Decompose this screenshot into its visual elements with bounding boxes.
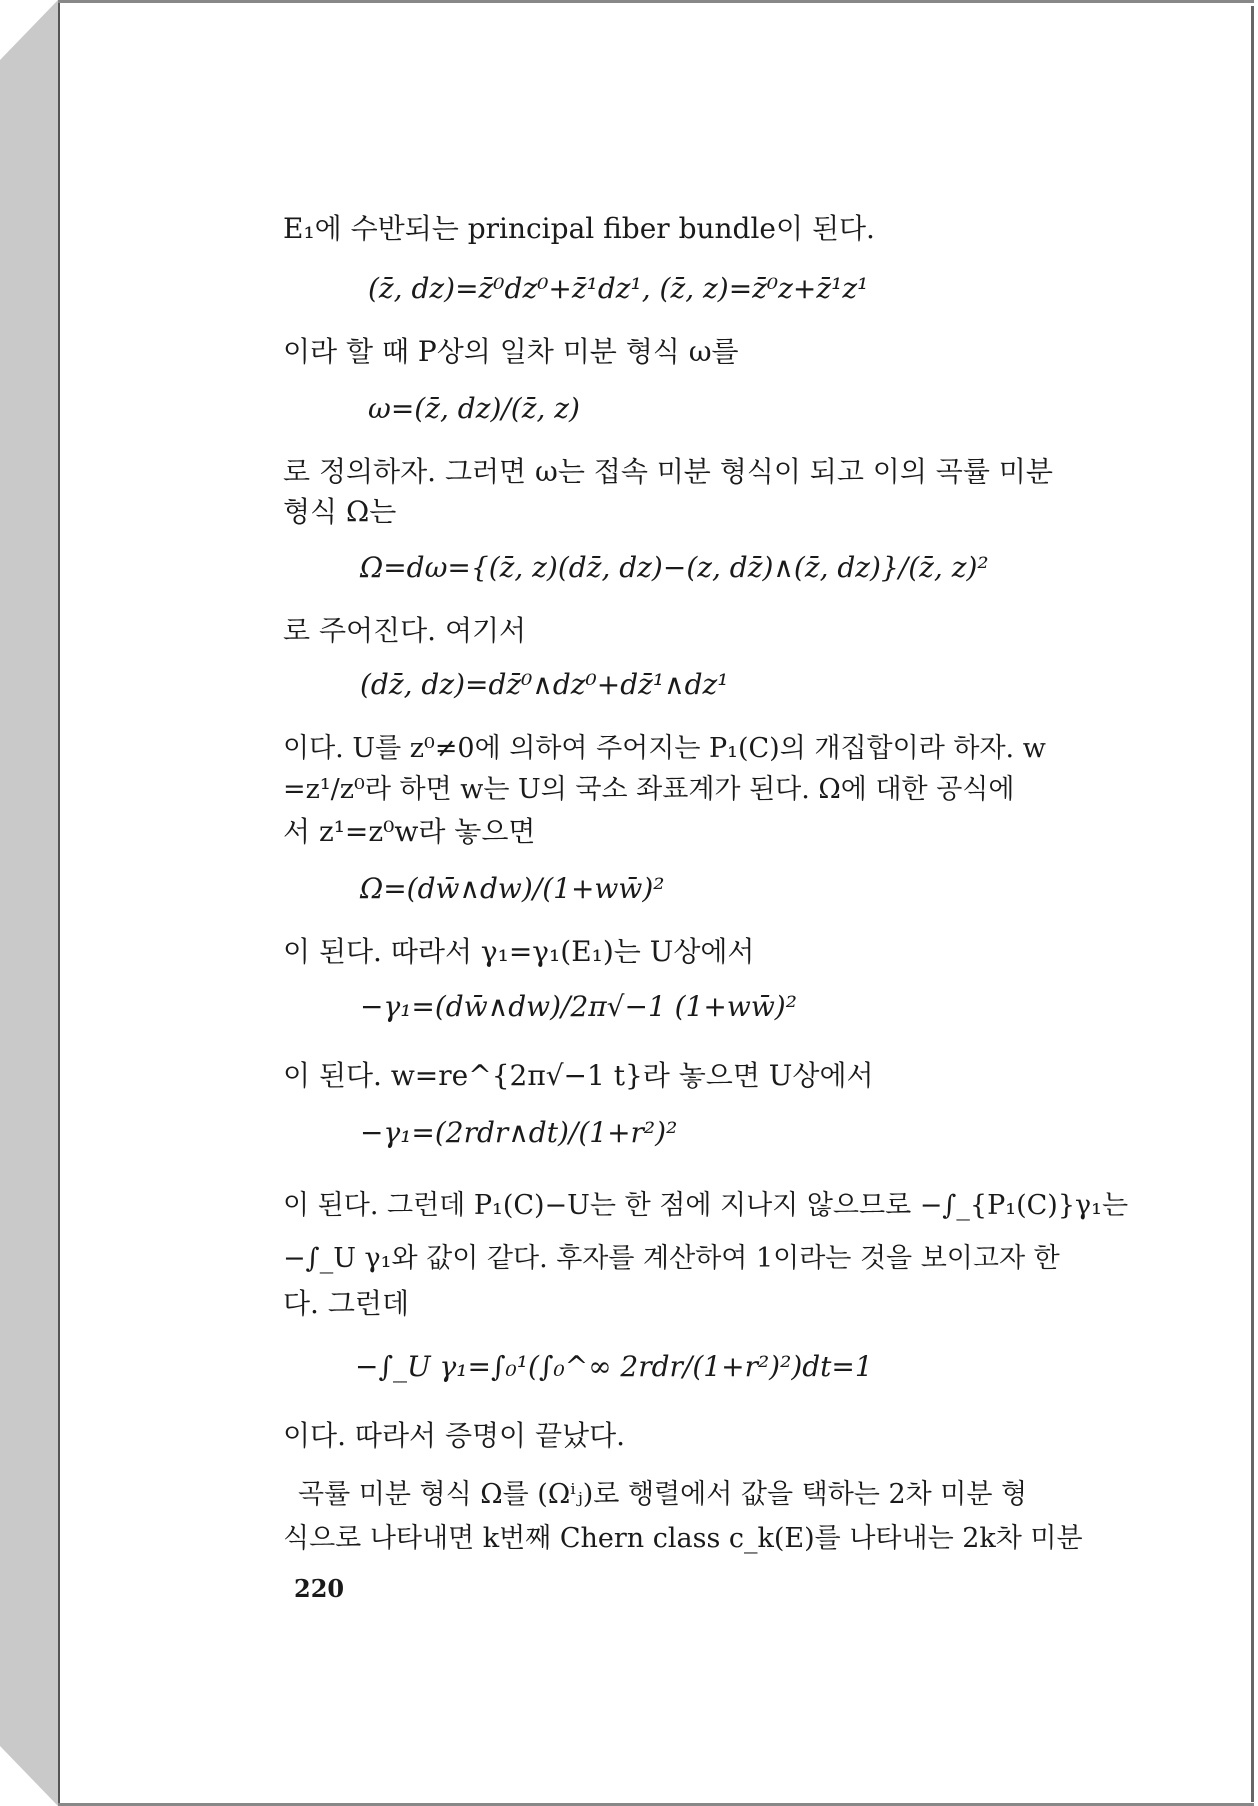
text-line-3: 로 정의하자. 그러면 ω는 접속 미분 형식이 되고 이의 곡률 미분 bbox=[283, 455, 1053, 488]
book-spine bbox=[0, 0, 58, 1806]
equation-6: −γ₁=(dw̄∧dw)/2π√−1 (1+ww̄)² bbox=[360, 990, 797, 1023]
equation-4: (dz̄, dz)=dz̄⁰∧dz⁰+dz̄¹∧dz¹ bbox=[360, 668, 729, 701]
equation-1: (z̄, dz)=z̄⁰dz⁰+z̄¹dz¹, (z̄, z)=z̄⁰z+z̄¹z¹ bbox=[368, 272, 869, 305]
equation-7: −γ₁=(2rdr∧dt)/(1+r²)² bbox=[360, 1116, 678, 1149]
spine-top-bevel bbox=[0, 0, 58, 60]
equation-8: −∫_U γ₁=∫₀¹(∫₀^∞ 2rdr/(1+r²)²)dt=1 bbox=[355, 1350, 873, 1383]
text-line-7: =z¹/z⁰라 하면 w는 U의 국소 좌표계가 된다. Ω에 대한 공식에 bbox=[283, 774, 1015, 805]
equation-5: Ω=(dw̄∧dw)/(1+ww̄)² bbox=[360, 872, 665, 905]
text-line-13: 다. 그런데 bbox=[283, 1287, 409, 1320]
text-line-12: −∫_U γ₁와 값이 같다. 후자를 계산하여 1이라는 것을 보이고자 한 bbox=[283, 1243, 1060, 1274]
text-line-10: 이 된다. w=re^{2π√−1 t}라 놓으면 U상에서 bbox=[283, 1059, 874, 1092]
equation-2: ω=(z̄, dz)/(z̄, z) bbox=[368, 392, 580, 425]
text-line-5: 로 주어진다. 여기서 bbox=[283, 614, 527, 647]
text-line-8: 서 z¹=z⁰w라 놓으면 bbox=[283, 815, 536, 848]
text-line-15: 곡률 미분 형식 Ω를 (Ωⁱⱼ)로 행렬에서 값을 택하는 2차 미분 형 bbox=[298, 1479, 1028, 1510]
text-line-4: 형식 Ω는 bbox=[283, 495, 397, 528]
page-number: 220 bbox=[294, 1574, 345, 1603]
text-line-11: 이 된다. 그런데 P₁(C)−U는 한 점에 지나지 않으므로 −∫_{P₁(C)}γ₁는 bbox=[283, 1190, 1129, 1221]
page-top-edge bbox=[58, 0, 1254, 3]
page-right-edge bbox=[1251, 6, 1254, 1802]
text-line-6: 이다. U를 z⁰≠0에 의하여 주어지는 P₁(C)의 개집합이라 하자. w bbox=[283, 733, 1046, 764]
text-line-2: 이라 할 때 P상의 일차 미분 형식 ω를 bbox=[283, 335, 739, 368]
page-left-edge bbox=[58, 0, 60, 1806]
equation-3: Ω=dω={(z̄, z)(dz̄, dz)−(z, dz̄)∧(z̄, dz)}/(z̄, z)² bbox=[360, 551, 989, 584]
text-line-14: 이다. 따라서 증명이 끝났다. bbox=[283, 1419, 626, 1452]
text-line-9: 이 된다. 따라서 γ₁=γ₁(E₁)는 U상에서 bbox=[283, 935, 755, 968]
spine-bottom-bevel bbox=[0, 1746, 58, 1806]
text-line-16: 식으로 나타내면 k번째 Chern class c_k(E)를 나타내는 2k차 미분 bbox=[283, 1523, 1083, 1554]
text-line-1: E₁에 수반되는 principal fiber bundle이 된다. bbox=[283, 212, 875, 245]
